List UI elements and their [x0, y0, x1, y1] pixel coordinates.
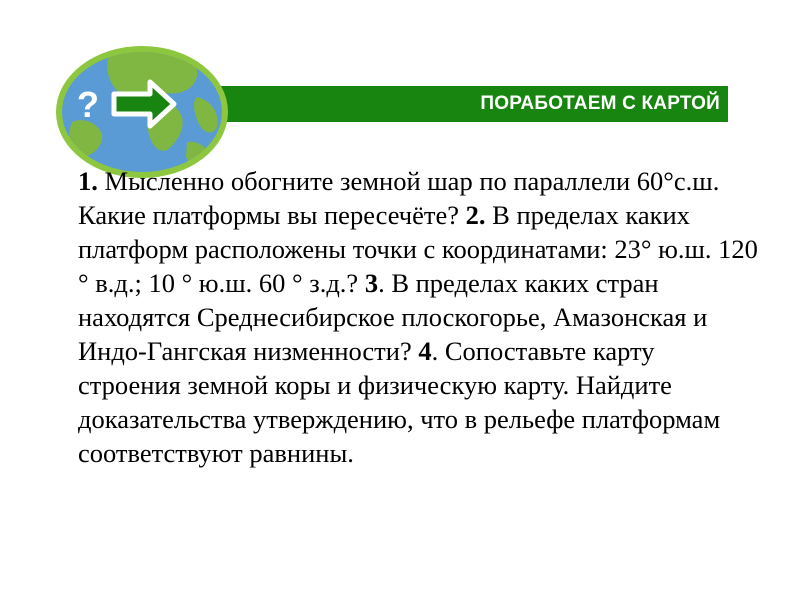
- banner-title: ПОРАБОТАЕМ С КАРТОЙ: [480, 93, 720, 114]
- question-text: . В пределах каких стран находятся Среднесибирское плоскогорье, Амазонская и Индо-Гангская низменности?: [78, 268, 708, 366]
- question-text: Мысленно обогните земной шар по параллели 60°с.ш. Какие платформы вы пересечёте?: [78, 166, 720, 230]
- globe-question-arrow-icon: [52, 42, 232, 182]
- question-text: . Сопоставьте карту строения земной коры и физическую карту. Найдите доказательства утверждению, что в рельефе платформам соответствуют равнины.: [78, 336, 721, 468]
- question-mark-symbol: ?: [77, 84, 99, 125]
- question-number: 1.: [78, 166, 98, 196]
- task-text: [78, 164, 758, 470]
- question-number: 3: [364, 268, 379, 298]
- question-text: В пределах каких платформ расположены точки с координатами: 23° ю.ш. 120 ° в.д.; 10 ° ю.ш. 60 ° з.д.?: [78, 200, 758, 298]
- question-number: 2.: [465, 200, 486, 230]
- question-number: 4: [418, 336, 432, 366]
- title-banner: [160, 86, 728, 122]
